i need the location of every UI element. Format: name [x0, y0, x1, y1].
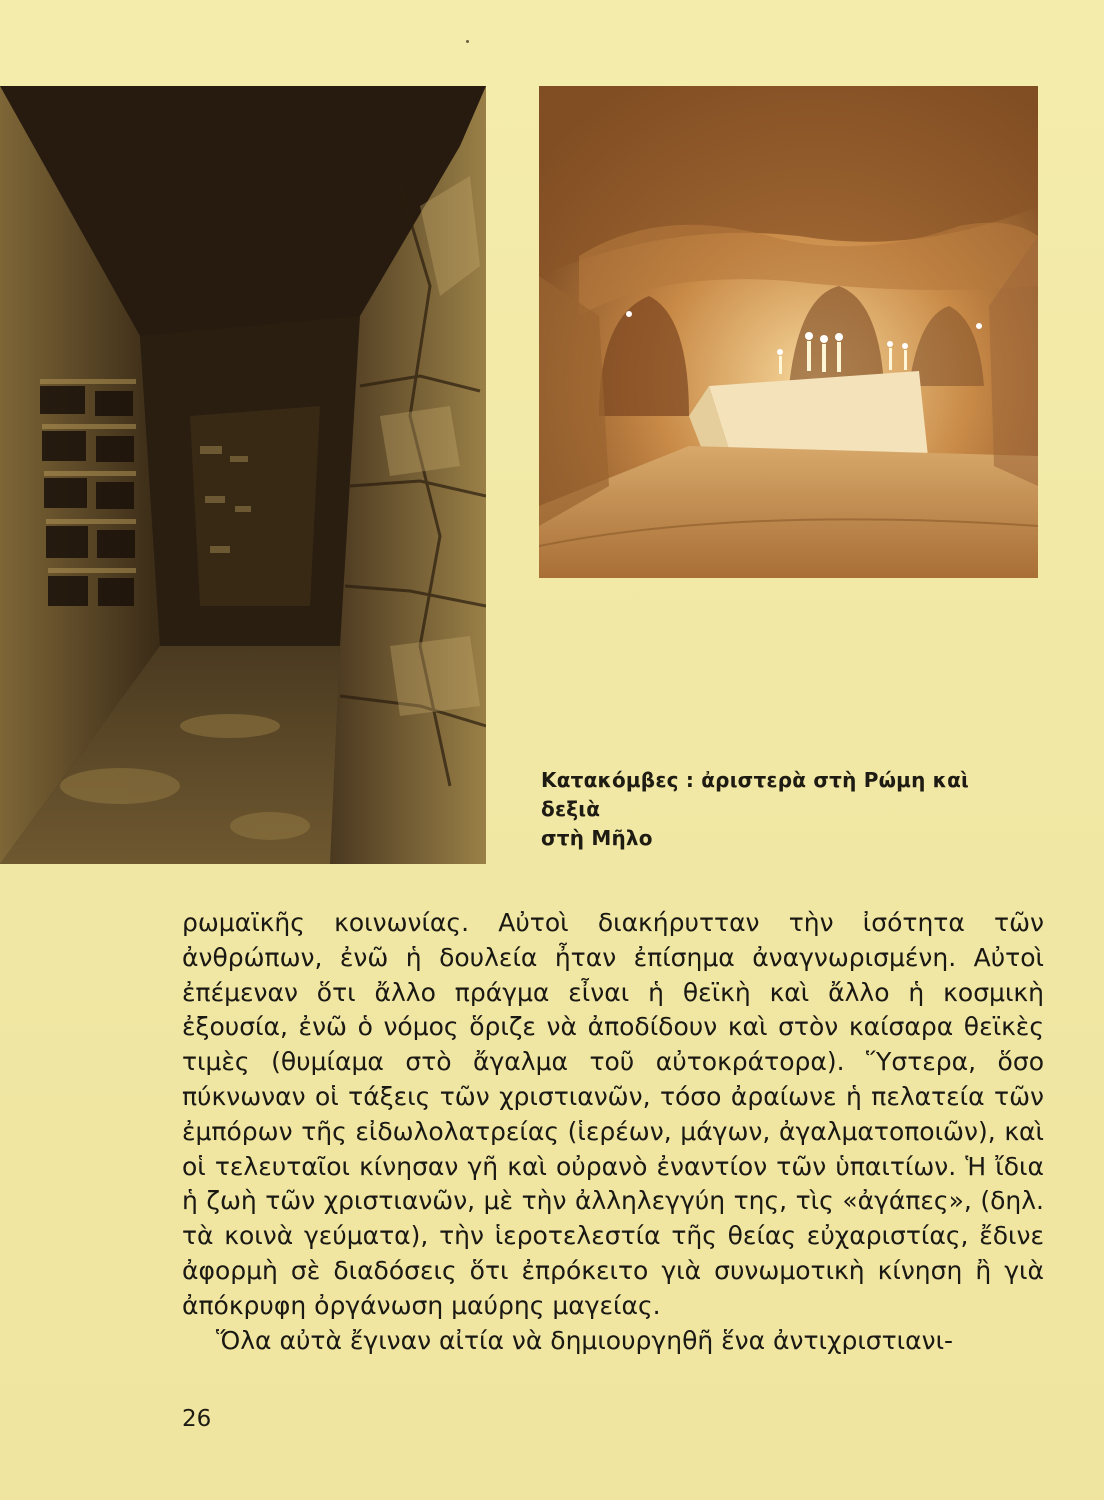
- paragraph-1: ρωμαϊκῆς κοινωνίας. Αὐτοὶ διακήρυτταν τὴν ἰσότητα τῶν ἀνθρώπων, ἐνῶ ἡ δουλεία ἦταν ἐπίσημα ἀναγνωρισμένη. Αὐτοὶ ἐπέμεναν ὅτι ἄλλο πράγμα εἶναι ἡ θεϊκὴ καὶ ἄλλο ἡ κοσμικὴ ἐξουσία, ἐνῶ ὁ νόμος ὅριζε νὰ ἀποδίδουν καὶ στὸν καίσαρα θεϊκὲς τιμὲς (θυμίαμα στὸ ἄγαλμα τοῦ αὐτοκράτορα). Ὕστερα, ὅσο πύκνωναν οἱ τάξεις τῶν χριστιανῶν, τόσο ἀραίωνε ἡ πελατεία τῶν ἐμπόρων τῆς εἰδωλολατρείας (ἱερέων, μάγων, ἀγαλματοποιῶν), καὶ οἱ τελευταῖοι κίνησαν γῆ καὶ οὐρανὸ ἐναντίον τῶν ὑπαιτίων. Ἡ ἴδια ἡ ζωὴ τῶν χριστιανῶν, μὲ τὴν ἀλληλεγγύη της, τὶς «ἀγάπες», (δηλ. τὰ κοινὰ γεύματα), τὴν ἱεροτελεστία τῆς θείας εὐχαριστίας, ἔδινε ἀφορμὴ σὲ διαδόσεις ὅτι ἐπρόκειτο γιὰ συνωμοτικὴ κίνηση ἢ γιὰ ἀπόκρυφη ὀργάνωση μαύρης μαγείας.: [182, 908, 1044, 1320]
- catacomb-milos-illustration: [539, 86, 1038, 578]
- caption-line-1: Κατακόμβες : ἀριστερὰ στὴ Ρώμη καὶ δεξιὰ: [541, 768, 970, 821]
- caption-line-2: στὴ Μῆλο: [541, 826, 653, 850]
- page-number: 26: [182, 1406, 212, 1432]
- body-text: [182, 906, 1044, 1358]
- catacomb-rome-illustration: [0, 86, 486, 864]
- catacomb-milos-photo: [539, 86, 1038, 578]
- paragraph-2: Ὅλα αὐτὰ ἔγιναν αἰτία νὰ δημιουργηθῆ ἕνα ἀντιχριστιανι-: [216, 1325, 954, 1355]
- figure-caption: [541, 766, 1011, 853]
- catacomb-rome-photo: [0, 86, 486, 864]
- print-speck: [466, 40, 469, 43]
